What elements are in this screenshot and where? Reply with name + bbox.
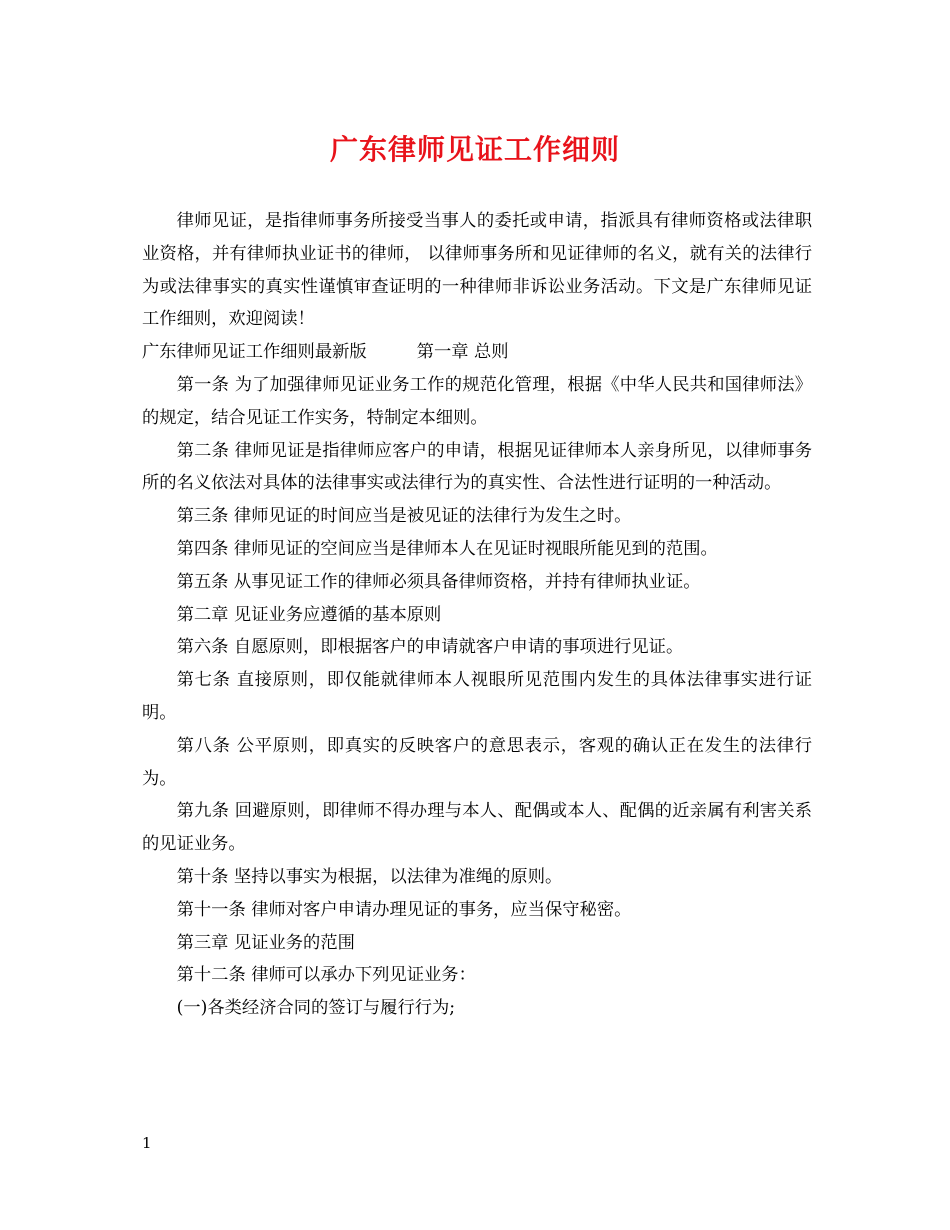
article-paragraph: 第一条 为了加强律师见证业务工作的规范化管理，根据《中华人民共和国律师法》的规定，结合见证工作实务，特制定本细则。 xyxy=(142,374,812,428)
chapter-heading: 第三章 见证业务的范围 xyxy=(176,932,355,953)
page-number: 1 xyxy=(142,1134,152,1152)
list-item: (一)各类经济合同的签订与履行行为; xyxy=(176,998,456,1019)
article-paragraph: 第二条 律师见证是指律师应客户的申请，根据见证律师本人亲身所见，以律师事务所的名义依法对具体的法律事实或法律行为的真实性、合法性进行证明的一种活动。 xyxy=(142,440,812,494)
document-title: 广东律师见证工作细则 xyxy=(329,133,620,166)
header-line-right: 第一章 总则 xyxy=(416,342,509,363)
header-line-left: 广东律师见证工作细则最新版 xyxy=(142,342,367,363)
article-paragraph: 第六条 自愿原则，即根据客户的申请就客户申请的事项进行见证。 xyxy=(176,637,684,658)
chapter-heading: 第二章 见证业务应遵循的基本原则 xyxy=(176,604,442,625)
article-paragraph: 第十一条 律师对客户申请办理见证的事务，应当保守秘密。 xyxy=(176,899,632,920)
document-body xyxy=(142,205,812,1025)
article-paragraph: 第八条 公平原则，即真实的反映客户的意思表示，客观的确认正在发生的法律行为。 xyxy=(142,735,812,789)
article-paragraph: 第七条 直接原则，即仅能就律师本人视眼所见范围内发生的具体法律事实进行证明。 xyxy=(142,670,812,723)
article-paragraph: 第五条 从事见证工作的律师必须具备律师资格，并持有律师执业证。 xyxy=(176,571,701,592)
intro-paragraph: 律师见证，是指律师事务所接受当事人的委托或申请，指派具有律师资格或法律职业资格，并有律师执业证书的律师， 以律师事务所和见证律师的名义，就有关的法律行为或法律事实的真实性谨慎审查证明的一种律师非诉讼业务活动。下文是广东律师见证工作细则，欢迎阅读！ xyxy=(142,211,812,330)
article-paragraph: 第四条 律师见证的空间应当是律师本人在见证时视眼所能见到的范围。 xyxy=(176,538,718,559)
article-paragraph: 第十二条 律师可以承办下列见证业务： xyxy=(176,965,476,986)
article-paragraph: 第三条 律师见证的时间应当是被见证的法律行为发生之时。 xyxy=(176,506,632,527)
article-paragraph: 第十条 坚持以事实为根据，以法律为准绳的原则。 xyxy=(176,866,563,887)
article-paragraph: 第九条 回避原则，即律师不得办理与本人、配偶或本人、配偶的近亲属有利害关系的见证业务。 xyxy=(142,801,812,855)
header-line xyxy=(142,336,812,369)
